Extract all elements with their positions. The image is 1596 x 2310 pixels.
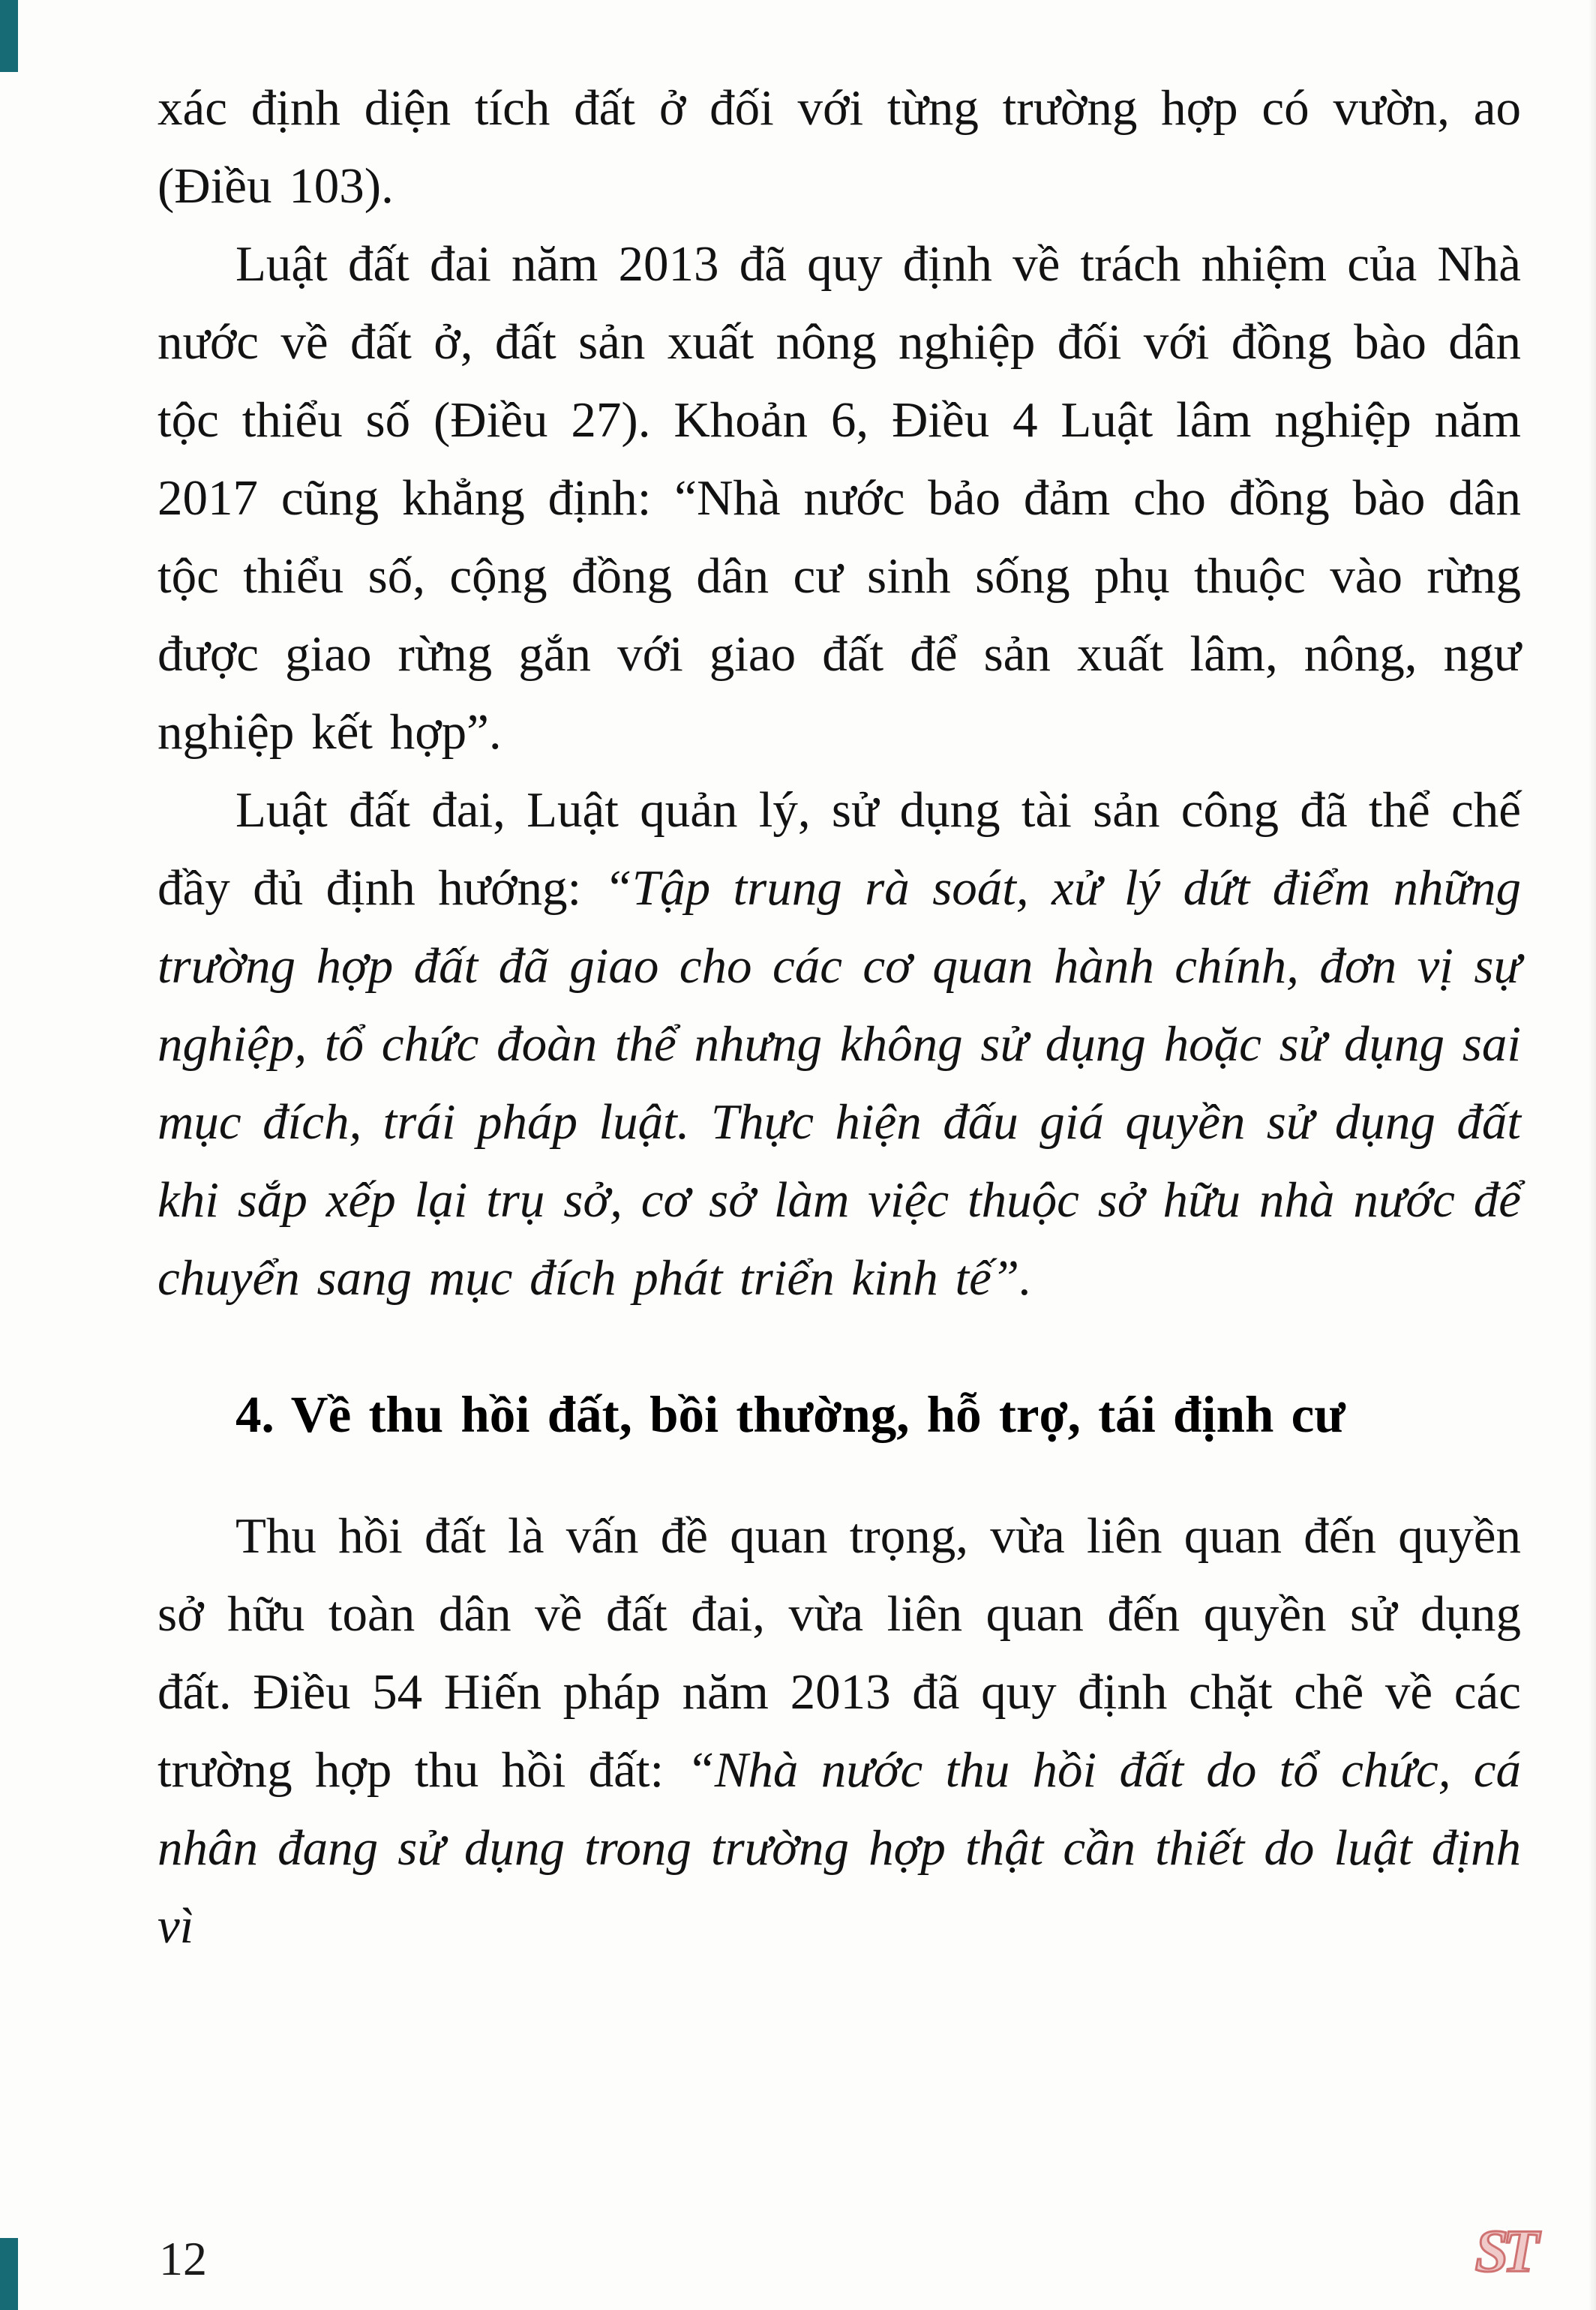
publisher-logo-text: ST [1474,2218,1533,2284]
section-heading: 4. Về thu hồi đất, bồi thường, hỗ trợ, tái định cư [236,1386,1346,1443]
paragraph [158,771,1521,1317]
scan-edge-right [1588,0,1596,2310]
scan-edge-top-left [0,0,18,72]
publisher-logo [1474,2218,1533,2284]
quoted-text: “Nhà nước thu hồi đất do tổ chức, cá nhân đang sử dụng trong trường hợp thật cần thiết do luật định vì [158,1742,1522,1954]
paragraph-text: Luật đất đai, Luật quản lý, sử dụng tài sản công đã thể chế đầy đủ định hướng: [158,782,1521,916]
page-number: 12 [159,2232,207,2285]
quoted-text: “Tập trung rà soát, xử lý dứt điểm những trường hợp đất đã giao cho các cơ quan hành chính, đơn vị sự nghiệp, tổ chức đoàn thể nhưng không sử dụng hoặc sử dụng sai mục đích, trái pháp luật. Thực hiện đấu giá quyền sử dụng đất khi sắp xếp lại trụ sở, cơ sở làm việc thuộc sở hữu nhà nước để chuyển sang mục đích phát triển kinh tế”. [158,860,1521,1306]
paragraph-continuation: xác định diện tích đất ở đối với từng trường hợp có vườn, ao (Điều 103). [158,80,1521,214]
scan-edge-bottom-left [0,2238,18,2310]
paragraph-text: Thu hồi đất là vấn đề quan trọng, vừa liên quan đến quyền sở hữu toàn dân về đất đai, vừa liên quan đến quyền sử dụng đất. Điều 54 Hiến pháp năm 2013 đã quy định chặt chẽ về các trường hợp thu hồi đất: [158,1508,1521,1798]
page-body [158,69,1521,1965]
paragraph: Luật đất đai năm 2013 đã quy định về trách nhiệm của Nhà nước về đất ở, đất sản xuất nông nghiệp đối với đồng bào dân tộc thiểu số (Điều 27). Khoản 6, Điều 4 Luật lâm nghiệp năm 2017 cũng khẳng định: “Nhà nước bảo đảm cho đồng bào dân tộc thiểu số, cộng đồng dân cư sinh sống phụ thuộc vào rừng được giao rừng gắn với giao đất để sản xuất lâm, nông, ngư nghiệp kết hợp”. [158,236,1521,760]
paragraph [158,1497,1521,1965]
